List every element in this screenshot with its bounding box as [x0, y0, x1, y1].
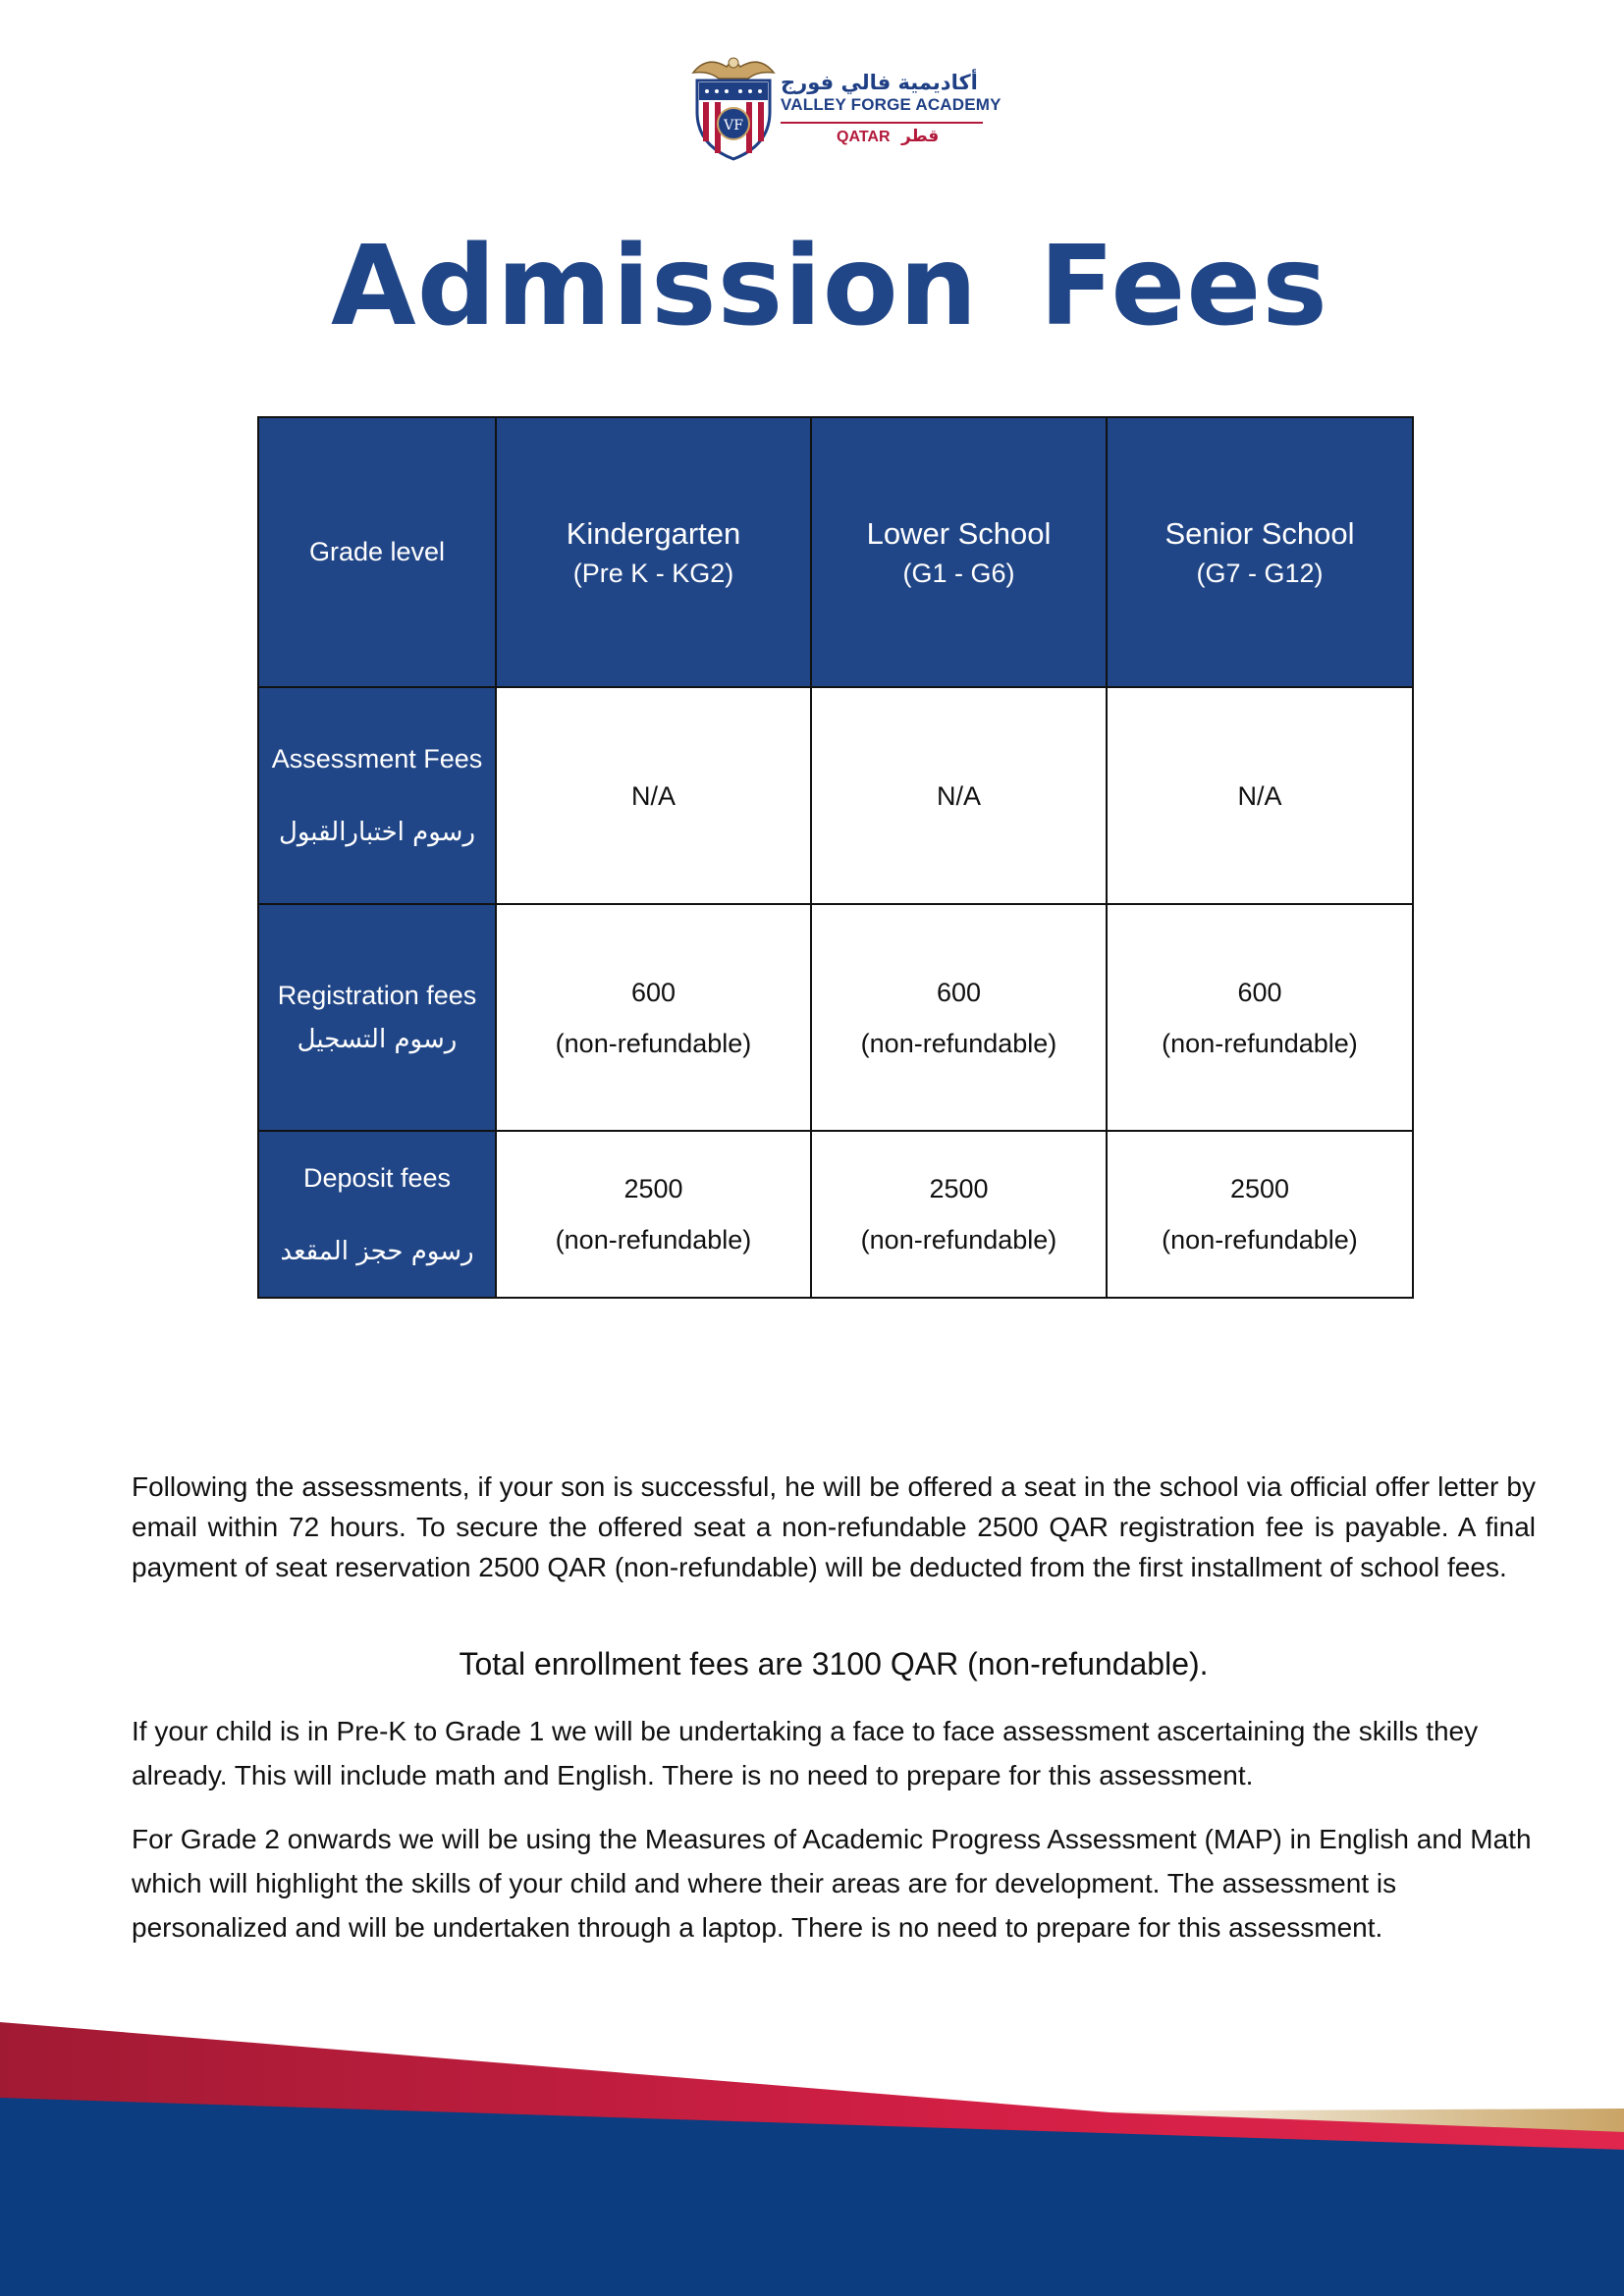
logo-english-name: VALLEY FORGE ACADEMY — [781, 95, 1001, 114]
column-header-senior-school — [1107, 417, 1413, 687]
column-grade-range: (Pre K - KG2) — [572, 558, 734, 588]
prek-assessment-paragraph: If your child is in Pre-K to Grade 1 we will be undertaking a face to face assessment ascertaining the skills they already. This will include math and English. There is no need to prepare for this assessment. — [132, 1716, 1479, 1790]
logo-country-ar: قطر — [901, 127, 940, 146]
table-row-assessment-fees — [258, 687, 1413, 904]
total-fees-statement: Total enrollment fees are 3100 QAR (non-refundable). — [459, 1646, 1209, 1682]
row-label-en: Deposit fees — [302, 1162, 452, 1193]
table-cell — [811, 904, 1107, 1131]
fee-note: (non-refundable) — [555, 1028, 752, 1058]
fee-note: (non-refundable) — [1162, 1028, 1358, 1058]
table-cell — [496, 687, 811, 904]
table-cell — [811, 1131, 1107, 1298]
row-label-en: Assessment Fees — [271, 744, 483, 774]
row-label-ar: رسوم التسجيل — [297, 1025, 458, 1054]
row-label-ar: رسوم اختبارالقبول — [278, 818, 476, 847]
table-cell — [1107, 1131, 1413, 1298]
table-row-registration-fees — [258, 904, 1413, 1131]
fee-amount: 600 — [936, 977, 982, 1007]
grade-level-header — [258, 417, 496, 687]
footer-decoration — [0, 2002, 1624, 2296]
logo-country-en: QATAR — [837, 129, 891, 145]
fee-amount: 2500 — [623, 1174, 683, 1203]
fee-note: (non-refundable) — [860, 1028, 1057, 1058]
table-cell — [1107, 904, 1413, 1131]
grade-level-label: Grade level — [308, 537, 446, 566]
fee-amount: N/A — [936, 780, 981, 811]
fee-note: (non-refundable) — [860, 1225, 1057, 1255]
row-label-en: Registration fees — [277, 981, 477, 1010]
fee-amount: N/A — [630, 780, 676, 811]
map-assessment-paragraph: For Grade 2 onwards we will be using the Measures of Academic Progress Assessment (MAP) in English and Math which will highlight the skills of your child and where their areas are for development. The assessment is personalized and will be undertaken through a laptop. There is no need to prepare for this assessment. — [132, 1824, 1532, 1943]
fee-amount: N/A — [1237, 780, 1282, 811]
admission-fees-table — [257, 416, 1414, 1299]
fee-amount: 2500 — [929, 1174, 989, 1203]
row-label-deposit-fees — [258, 1131, 496, 1298]
table-row-deposit-fees — [258, 1131, 1413, 1298]
column-header-kindergarten — [496, 417, 811, 687]
row-label-ar: رسوم حجز المقعد — [280, 1236, 474, 1266]
table-cell — [496, 904, 811, 1131]
row-label-registration-fees — [258, 904, 496, 1131]
fee-amount: 600 — [630, 977, 677, 1007]
fee-amount: 600 — [1237, 977, 1282, 1007]
table-cell — [811, 687, 1107, 904]
column-name: Kindergarten — [566, 515, 741, 551]
column-grade-range: (G7 - G12) — [1196, 558, 1324, 588]
table-header-row — [258, 417, 1413, 687]
logo-divider — [781, 122, 983, 124]
fee-note: (non-refundable) — [555, 1225, 752, 1255]
column-name: Senior School — [1164, 515, 1355, 551]
seal-monogram: VF — [724, 118, 743, 133]
column-name: Lower School — [866, 515, 1052, 551]
academy-crest-icon — [687, 51, 781, 164]
school-logo — [687, 51, 1001, 164]
fee-note: (non-refundable) — [1162, 1225, 1358, 1255]
page-title: Admission Fees — [331, 223, 1328, 350]
offer-paragraph: Following the assessments, if your son is successful, he will be offered a seat in the school via official offer letter by email within 72 hours. To secure the offered seat a non-refundable 2500 QAR registration fee is payable. A final payment of seat reservation 2500 QAR (non-refundable) will be deducted from the first installment of school fees. — [132, 1471, 1536, 1582]
column-header-lower-school — [811, 417, 1107, 687]
table-cell — [496, 1131, 811, 1298]
column-grade-range: (G1 - G6) — [902, 558, 1015, 588]
table-cell — [1107, 687, 1413, 904]
logo-arabic-name: أكاديمية فالي فورج — [781, 71, 978, 94]
fee-amount: 2500 — [1229, 1174, 1290, 1203]
row-label-assessment-fees — [258, 687, 496, 904]
